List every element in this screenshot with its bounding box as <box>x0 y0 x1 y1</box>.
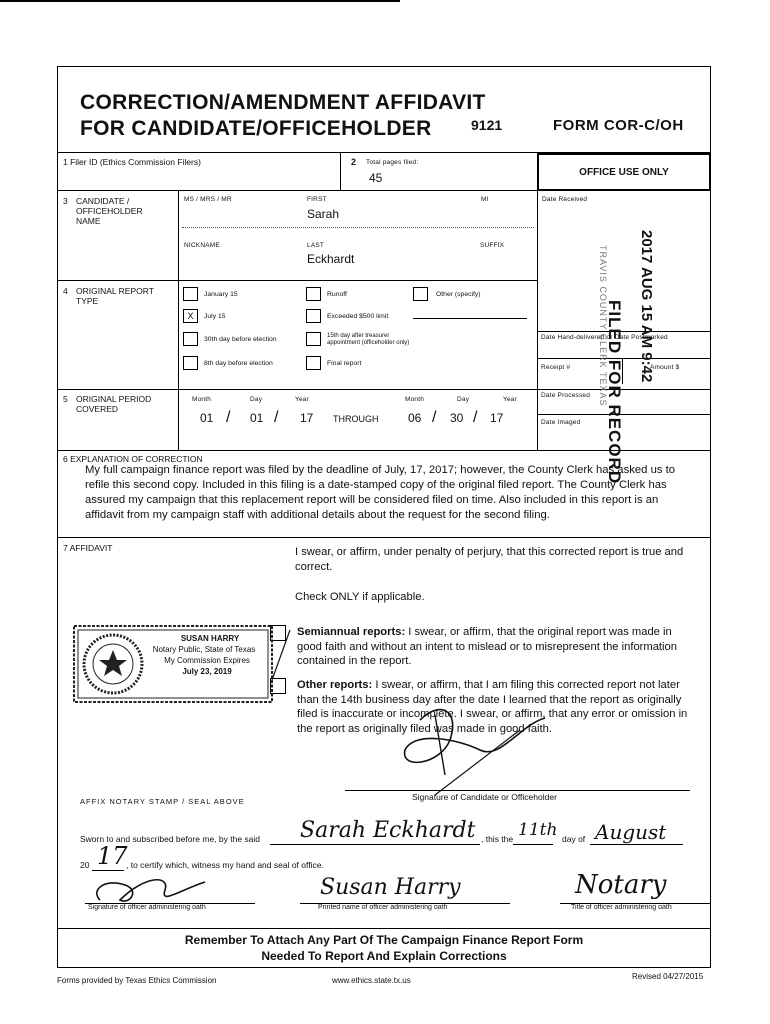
sec5-num: 5 <box>63 394 68 404</box>
form-title-line1: CORRECTION/AMENDMENT AFFIDAVIT <box>80 91 486 114</box>
pages-num: 2 <box>351 157 357 167</box>
office-rule2 <box>537 358 711 359</box>
checkbox-jan15[interactable] <box>183 287 198 301</box>
from-day: 01 <box>250 411 264 425</box>
from-month: 01 <box>200 411 214 425</box>
footer-revised: Revised 04/27/2015 <box>632 972 704 981</box>
opt-runoff: Runoff <box>327 291 347 298</box>
year-prefix: 20 <box>80 860 90 870</box>
form-title <box>80 90 486 142</box>
opt-jul15: July 15 <box>204 313 226 320</box>
opt-8th: 8th day before election <box>204 360 273 367</box>
notary-stamp <box>73 625 273 703</box>
to-year: 17 <box>490 411 504 425</box>
officer-sig-label: Signature of officer administering oath <box>88 904 206 911</box>
from-year: 17 <box>300 411 314 425</box>
reminder <box>57 932 711 964</box>
last-name-value: Eckhardt <box>307 252 355 266</box>
sec3-num: 3 <box>63 196 68 206</box>
checkbox-jul15[interactable]: X <box>183 309 198 323</box>
footer-url[interactable]: www.ethics.state.tx.us <box>332 976 411 985</box>
candidate-sig-line <box>345 790 690 791</box>
stamp-clerk-text: TRAVIS COUNTY CLERK TEXAS <box>598 245 608 407</box>
form-name: FORM COR-C/OH <box>553 117 684 134</box>
divider-pages <box>340 152 341 190</box>
checkbox-other[interactable] <box>413 287 428 301</box>
amount-label: Amount $ <box>650 364 680 371</box>
month-value: August <box>595 820 667 844</box>
date-imaged-label: Date Imaged <box>541 419 581 426</box>
opt-other: Other (specify) <box>436 291 481 298</box>
to-day: 30 <box>450 411 464 425</box>
opt-final: Final report <box>327 360 362 367</box>
office-rule3 <box>537 414 711 415</box>
other-title: Other reports: <box>297 679 373 691</box>
rule-row3 <box>57 280 537 281</box>
month-line <box>590 844 683 845</box>
rule-row1 <box>57 190 537 191</box>
affix-label: AFFIX NOTARY STAMP / SEAL ABOVE <box>80 797 245 806</box>
day-line <box>513 844 553 845</box>
slash-1: / <box>226 409 231 426</box>
to-month-hdr: Month <box>405 396 425 403</box>
office-use-box: OFFICE USE ONLY <box>537 153 711 191</box>
swear-text: I swear, or affirm, under penalty of perjury, that this corrected report is true and correct. <box>295 546 684 573</box>
notary-line4: July 23, 2019 <box>182 667 232 676</box>
reminder-line1: Remember To Attach Any Part Of The Campaign Finance Report Form <box>184 933 584 947</box>
receipt-label: Receipt # <box>541 364 571 371</box>
checkbox-30th[interactable] <box>183 332 198 346</box>
date-processed-label: Date Processed <box>541 392 591 399</box>
semiannual-title: Semiannual reports: <box>297 626 406 638</box>
divider-office <box>537 152 538 450</box>
footer-left: Forms provided by Texas Ethics Commission <box>57 976 217 985</box>
sec7-label: 7 AFFIDAVIT <box>63 543 113 553</box>
printed-name-label: Printed name of officer administering oath <box>318 904 448 911</box>
title-label: Title of officer administering oath <box>571 904 672 911</box>
date-received-label: Date Received <box>542 196 588 203</box>
slash-4: / <box>473 409 478 426</box>
office-rule1 <box>537 331 711 332</box>
notary-name: SUSAN HARRY <box>180 634 240 643</box>
title-value: Notary <box>575 870 667 900</box>
sworn-name-line <box>270 844 480 845</box>
sworn-name-value: Sarah Eckhardt <box>300 818 476 843</box>
to-month: 06 <box>408 411 422 425</box>
notary-line2: Notary Public, State of Texas <box>152 645 256 654</box>
day-value: 11th <box>518 820 558 840</box>
printed-name-value: Susan Harry <box>320 875 461 900</box>
opt-15th-day: 15th day after treasurer appointment (officeholder only) <box>327 333 410 346</box>
divider-labels <box>178 190 179 450</box>
top-rule <box>0 0 400 2</box>
pages-value: 45 <box>369 171 383 185</box>
checkbox-final[interactable] <box>306 356 321 370</box>
to-year-hdr: Year <box>503 396 517 403</box>
opt-exceeded: Exceeded $500 limit <box>327 313 389 320</box>
sec3-label: CANDIDATE / OFFICEHOLDER NAME <box>76 196 143 226</box>
stamp-filed-text: FILED FOR RECORD <box>605 300 624 485</box>
suffix-hdr: SUFFIX <box>480 242 505 249</box>
checkbox-runoff[interactable] <box>306 287 321 301</box>
this-the-label: , this the <box>481 834 514 844</box>
certify-text: , to certify which, witness my hand and seal of office. <box>126 860 324 870</box>
candidate-sig-label: Signature of Candidate or Officeholder <box>412 792 557 802</box>
reminder-line2: Needed To Report And Explain Corrections <box>261 949 507 963</box>
sec6-label: 6 EXPLANATION OF CORRECTION <box>63 454 203 464</box>
first-name-value: Sarah <box>307 207 340 221</box>
name-dotted-rule <box>182 227 534 228</box>
checkbox-exceeded[interactable] <box>306 309 321 323</box>
pages-label: Total pages filed: <box>366 159 419 166</box>
form-title-line2: FOR CANDIDATE/OFFICEHOLDER <box>80 117 432 140</box>
slash-2: / <box>274 409 279 426</box>
sec4-num: 4 <box>63 286 68 296</box>
stamp-date-text: 2017 AUG 15 AM 9:42 <box>638 230 655 383</box>
checkbox-15th-day[interactable] <box>306 332 321 346</box>
checkbox-8th[interactable] <box>183 356 198 370</box>
sworn-prefix: Sworn to and subscribed before me, by the said <box>80 834 261 844</box>
check-only-text: Check ONLY if applicable. <box>295 591 425 603</box>
semiannual-text: I swear, or affirm, that the original report was made in good faith and without an intent to mislead or to misrepresent the information contained in the report. <box>297 626 677 667</box>
other-text: I swear, or affirm, that I am filing this corrected report not later than the 14th business day after the date I learned that the report as originally filed is inaccurate or incomplete. I swear, or affirm, that any error or omission in the report as originally filed was made in good faith. <box>297 679 688 735</box>
opt-30th: 30th day before election <box>204 336 277 343</box>
first-hdr: FIRST <box>307 196 327 203</box>
candidate-signature <box>270 600 570 800</box>
to-day-hdr: Day <box>457 396 470 403</box>
title-hdr: MS / MRS / MR <box>184 196 232 203</box>
year-value: 17 <box>97 842 128 870</box>
from-year-hdr: Year <box>295 396 309 403</box>
slash-3: / <box>432 409 437 426</box>
rule-reminder <box>57 928 711 929</box>
explanation-text: My full campaign finance report was filed by the deadline of July, 17, 2017; however, the County Clerk has asked us to refile this second copy. Included in this filing is a date-stamped copy of the original filed report. The County Clerk has assured my campaign that this replacement report will be considered filed on time. Also included in this report is an affidavit from my campaign staff with additional details about the request for the second filing. <box>85 464 676 521</box>
from-day-hdr: Day <box>250 396 263 403</box>
opt-jan15: January 15 <box>204 291 238 298</box>
notary-line3: My Commission Expires <box>164 656 250 665</box>
from-month-hdr: Month <box>192 396 212 403</box>
sec5-label: ORIGINAL PERIOD COVERED <box>76 394 152 414</box>
date-hand-label: Date Hand-delivered or Date Postmarked <box>541 334 668 341</box>
rule-row6 <box>57 537 711 538</box>
filer-id-label: 1 Filer ID (Ethics Commission Filers) <box>63 157 201 167</box>
day-of-label: day of <box>562 834 586 844</box>
mi-hdr: MI <box>481 196 489 203</box>
sec4-label: ORIGINAL REPORT TYPE <box>76 286 154 306</box>
other-specify-line <box>413 318 527 319</box>
form-number: 9121 <box>471 117 503 133</box>
last-hdr: LAST <box>307 242 325 249</box>
nickname-hdr: NICKNAME <box>184 242 220 249</box>
through-label: THROUGH <box>333 414 379 424</box>
